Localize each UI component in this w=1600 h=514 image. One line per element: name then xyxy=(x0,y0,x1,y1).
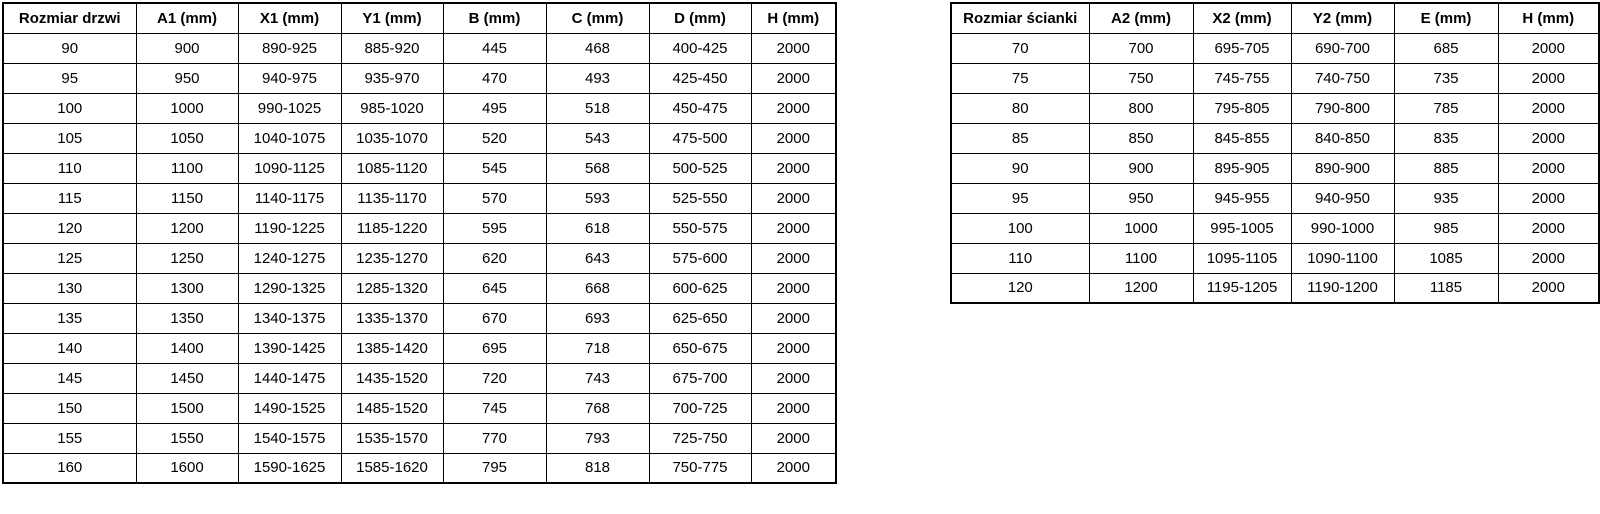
table-cell: 75 xyxy=(951,63,1089,93)
table-cell: 1600 xyxy=(136,453,238,483)
table-cell: 2000 xyxy=(751,243,836,273)
table-cell: 1150 xyxy=(136,183,238,213)
table-cell: 950 xyxy=(136,63,238,93)
table-row xyxy=(3,93,836,123)
table-cell: 618 xyxy=(546,213,649,243)
table-cell: 70 xyxy=(951,33,1089,63)
table-cell: 935 xyxy=(1394,183,1498,213)
table-cell: 1085-1120 xyxy=(341,153,443,183)
column-header: Rozmiar drzwi xyxy=(3,3,136,33)
table-cell: 1050 xyxy=(136,123,238,153)
table-cell: 1195-1205 xyxy=(1193,273,1291,303)
table-cell: 670 xyxy=(443,303,546,333)
table-cell: 150 xyxy=(3,393,136,423)
table-cell: 995-1005 xyxy=(1193,213,1291,243)
table-cell: 985-1020 xyxy=(341,93,443,123)
table-cell: 1140-1175 xyxy=(238,183,341,213)
table-cell: 1090-1125 xyxy=(238,153,341,183)
table-row xyxy=(951,183,1599,213)
table-cell: 130 xyxy=(3,273,136,303)
table-cell: 1090-1100 xyxy=(1291,243,1394,273)
table-cell: 1135-1170 xyxy=(341,183,443,213)
table-cell: 725-750 xyxy=(649,423,751,453)
table-cell: 1250 xyxy=(136,243,238,273)
table-cell: 675-700 xyxy=(649,363,751,393)
table-cell: 890-900 xyxy=(1291,153,1394,183)
table-cell: 1085 xyxy=(1394,243,1498,273)
table-cell: 2000 xyxy=(751,273,836,303)
table-cell: 495 xyxy=(443,93,546,123)
table-cell: 735 xyxy=(1394,63,1498,93)
table-cell: 110 xyxy=(951,243,1089,273)
table-cell: 2000 xyxy=(751,303,836,333)
table-cell: 85 xyxy=(951,123,1089,153)
table-cell: 795 xyxy=(443,453,546,483)
table-cell: 493 xyxy=(546,63,649,93)
table-cell: 2000 xyxy=(751,333,836,363)
column-header: D (mm) xyxy=(649,3,751,33)
table-cell: 500-525 xyxy=(649,153,751,183)
table-cell: 895-905 xyxy=(1193,153,1291,183)
table-cell: 745-755 xyxy=(1193,63,1291,93)
table-cell: 835 xyxy=(1394,123,1498,153)
table-cell: 620 xyxy=(443,243,546,273)
table-cell: 120 xyxy=(3,213,136,243)
table-cell: 100 xyxy=(3,93,136,123)
table-cell: 900 xyxy=(1089,153,1193,183)
column-header: Y1 (mm) xyxy=(341,3,443,33)
table-cell: 1540-1575 xyxy=(238,423,341,453)
table-cell: 985 xyxy=(1394,213,1498,243)
table-cell: 2000 xyxy=(751,363,836,393)
table-row xyxy=(3,123,836,153)
table-cell: 935-970 xyxy=(341,63,443,93)
table-cell: 890-925 xyxy=(238,33,341,63)
table-cell: 445 xyxy=(443,33,546,63)
table-cell: 940-975 xyxy=(238,63,341,93)
table-cell: 770 xyxy=(443,423,546,453)
table-cell: 2000 xyxy=(1498,63,1599,93)
column-header: H (mm) xyxy=(751,3,836,33)
table-cell: 120 xyxy=(951,273,1089,303)
table-row xyxy=(3,423,836,453)
table-row xyxy=(3,393,836,423)
table-cell: 1200 xyxy=(136,213,238,243)
table-row xyxy=(951,123,1599,153)
table-cell: 2000 xyxy=(1498,153,1599,183)
table-row xyxy=(3,63,836,93)
table-cell: 840-850 xyxy=(1291,123,1394,153)
column-header: Y2 (mm) xyxy=(1291,3,1394,33)
table-cell: 1000 xyxy=(1089,213,1193,243)
table-cell: 950 xyxy=(1089,183,1193,213)
table-cell: 115 xyxy=(3,183,136,213)
table-cell: 793 xyxy=(546,423,649,453)
table-cell: 695 xyxy=(443,333,546,363)
table-cell: 740-750 xyxy=(1291,63,1394,93)
table-cell: 2000 xyxy=(751,153,836,183)
table-cell: 100 xyxy=(951,213,1089,243)
table-cell: 650-675 xyxy=(649,333,751,363)
table-cell: 695-705 xyxy=(1193,33,1291,63)
table-row xyxy=(3,33,836,63)
table-cell: 1240-1275 xyxy=(238,243,341,273)
table-row xyxy=(3,183,836,213)
table-cell: 850 xyxy=(1089,123,1193,153)
table-cell: 2000 xyxy=(1498,93,1599,123)
column-header: X2 (mm) xyxy=(1193,3,1291,33)
table-cell: 2000 xyxy=(751,213,836,243)
table-cell: 1400 xyxy=(136,333,238,363)
table-cell: 1290-1325 xyxy=(238,273,341,303)
table-cell: 2000 xyxy=(1498,213,1599,243)
wall-sizes-table xyxy=(950,2,1600,304)
table-cell: 543 xyxy=(546,123,649,153)
table-cell: 645 xyxy=(443,273,546,303)
table-row xyxy=(951,93,1599,123)
table-cell: 743 xyxy=(546,363,649,393)
door-table-header-row xyxy=(3,3,836,33)
table-cell: 593 xyxy=(546,183,649,213)
table-row xyxy=(3,363,836,393)
table-cell: 750-775 xyxy=(649,453,751,483)
column-header: Rozmiar ścianki xyxy=(951,3,1089,33)
table-cell: 95 xyxy=(951,183,1089,213)
table-cell: 2000 xyxy=(751,453,836,483)
table-cell: 845-855 xyxy=(1193,123,1291,153)
table-cell: 2000 xyxy=(751,93,836,123)
table-cell: 818 xyxy=(546,453,649,483)
table-cell: 1490-1525 xyxy=(238,393,341,423)
table-cell: 1585-1620 xyxy=(341,453,443,483)
table-cell: 700-725 xyxy=(649,393,751,423)
table-cell: 1100 xyxy=(136,153,238,183)
table-cell: 1000 xyxy=(136,93,238,123)
table-cell: 2000 xyxy=(751,63,836,93)
table-cell: 1190-1225 xyxy=(238,213,341,243)
column-header: A1 (mm) xyxy=(136,3,238,33)
table-cell: 1590-1625 xyxy=(238,453,341,483)
table-row xyxy=(951,273,1599,303)
table-cell: 800 xyxy=(1089,93,1193,123)
table-cell: 95 xyxy=(3,63,136,93)
table-cell: 570 xyxy=(443,183,546,213)
column-header: B (mm) xyxy=(443,3,546,33)
column-header: X1 (mm) xyxy=(238,3,341,33)
table-cell: 2000 xyxy=(751,393,836,423)
table-cell: 720 xyxy=(443,363,546,393)
table-cell: 1200 xyxy=(1089,273,1193,303)
table-cell: 2000 xyxy=(1498,243,1599,273)
table-cell: 90 xyxy=(951,153,1089,183)
table-cell: 400-425 xyxy=(649,33,751,63)
table-row xyxy=(3,243,836,273)
table-cell: 1095-1105 xyxy=(1193,243,1291,273)
column-header: C (mm) xyxy=(546,3,649,33)
table-row xyxy=(951,243,1599,273)
table-cell: 990-1000 xyxy=(1291,213,1394,243)
table-cell: 700 xyxy=(1089,33,1193,63)
table-cell: 125 xyxy=(3,243,136,273)
table-cell: 643 xyxy=(546,243,649,273)
table-cell: 885 xyxy=(1394,153,1498,183)
table-cell: 1300 xyxy=(136,273,238,303)
table-cell: 1550 xyxy=(136,423,238,453)
table-row xyxy=(951,213,1599,243)
table-cell: 790-800 xyxy=(1291,93,1394,123)
table-cell: 80 xyxy=(951,93,1089,123)
table-cell: 900 xyxy=(136,33,238,63)
table-cell: 745 xyxy=(443,393,546,423)
table-row xyxy=(3,453,836,483)
wall-table-header-row xyxy=(951,3,1599,33)
table-cell: 693 xyxy=(546,303,649,333)
table-cell: 1340-1375 xyxy=(238,303,341,333)
table-cell: 160 xyxy=(3,453,136,483)
table-cell: 2000 xyxy=(1498,273,1599,303)
table-cell: 468 xyxy=(546,33,649,63)
table-cell: 1350 xyxy=(136,303,238,333)
table-cell: 475-500 xyxy=(649,123,751,153)
table-cell: 1335-1370 xyxy=(341,303,443,333)
table-cell: 1535-1570 xyxy=(341,423,443,453)
table-cell: 1500 xyxy=(136,393,238,423)
table-cell: 940-950 xyxy=(1291,183,1394,213)
table-cell: 2000 xyxy=(751,183,836,213)
table-cell: 2000 xyxy=(1498,33,1599,63)
table-cell: 2000 xyxy=(1498,123,1599,153)
table-cell: 518 xyxy=(546,93,649,123)
table-cell: 885-920 xyxy=(341,33,443,63)
column-header: A2 (mm) xyxy=(1089,3,1193,33)
table-cell: 1035-1070 xyxy=(341,123,443,153)
table-cell: 1485-1520 xyxy=(341,393,443,423)
table-cell: 1190-1200 xyxy=(1291,273,1394,303)
table-cell: 140 xyxy=(3,333,136,363)
table-cell: 90 xyxy=(3,33,136,63)
table-cell: 450-475 xyxy=(649,93,751,123)
table-row xyxy=(951,63,1599,93)
table-cell: 520 xyxy=(443,123,546,153)
table-cell: 155 xyxy=(3,423,136,453)
table-cell: 545 xyxy=(443,153,546,183)
table-cell: 945-955 xyxy=(1193,183,1291,213)
door-sizes-table xyxy=(2,2,837,484)
table-cell: 685 xyxy=(1394,33,1498,63)
table-cell: 110 xyxy=(3,153,136,183)
table-cell: 1385-1420 xyxy=(341,333,443,363)
table-row xyxy=(3,303,836,333)
table-cell: 2000 xyxy=(751,33,836,63)
table-cell: 1285-1320 xyxy=(341,273,443,303)
table-cell: 1185 xyxy=(1394,273,1498,303)
table-cell: 105 xyxy=(3,123,136,153)
table-cell: 595 xyxy=(443,213,546,243)
column-header: H (mm) xyxy=(1498,3,1599,33)
table-cell: 525-550 xyxy=(649,183,751,213)
table-cell: 990-1025 xyxy=(238,93,341,123)
table-cell: 1390-1425 xyxy=(238,333,341,363)
table-cell: 768 xyxy=(546,393,649,423)
table-row xyxy=(3,333,836,363)
table-cell: 1450 xyxy=(136,363,238,393)
table-row xyxy=(3,153,836,183)
table-cell: 2000 xyxy=(751,123,836,153)
table-cell: 625-650 xyxy=(649,303,751,333)
table-cell: 135 xyxy=(3,303,136,333)
table-cell: 575-600 xyxy=(649,243,751,273)
table-cell: 1185-1220 xyxy=(341,213,443,243)
table-cell: 568 xyxy=(546,153,649,183)
table-row xyxy=(3,213,836,243)
table-cell: 785 xyxy=(1394,93,1498,123)
table-cell: 145 xyxy=(3,363,136,393)
table-cell: 2000 xyxy=(751,423,836,453)
table-cell: 668 xyxy=(546,273,649,303)
table-cell: 1440-1475 xyxy=(238,363,341,393)
table-cell: 470 xyxy=(443,63,546,93)
table-cell: 1040-1075 xyxy=(238,123,341,153)
table-cell: 1435-1520 xyxy=(341,363,443,393)
table-cell: 2000 xyxy=(1498,183,1599,213)
table-cell: 425-450 xyxy=(649,63,751,93)
table-row xyxy=(3,273,836,303)
table-cell: 1100 xyxy=(1089,243,1193,273)
table-row xyxy=(951,33,1599,63)
table-cell: 600-625 xyxy=(649,273,751,303)
table-cell: 690-700 xyxy=(1291,33,1394,63)
table-cell: 795-805 xyxy=(1193,93,1291,123)
table-cell: 550-575 xyxy=(649,213,751,243)
table-cell: 750 xyxy=(1089,63,1193,93)
column-header: E (mm) xyxy=(1394,3,1498,33)
table-cell: 1235-1270 xyxy=(341,243,443,273)
table-cell: 718 xyxy=(546,333,649,363)
table-row xyxy=(951,153,1599,183)
